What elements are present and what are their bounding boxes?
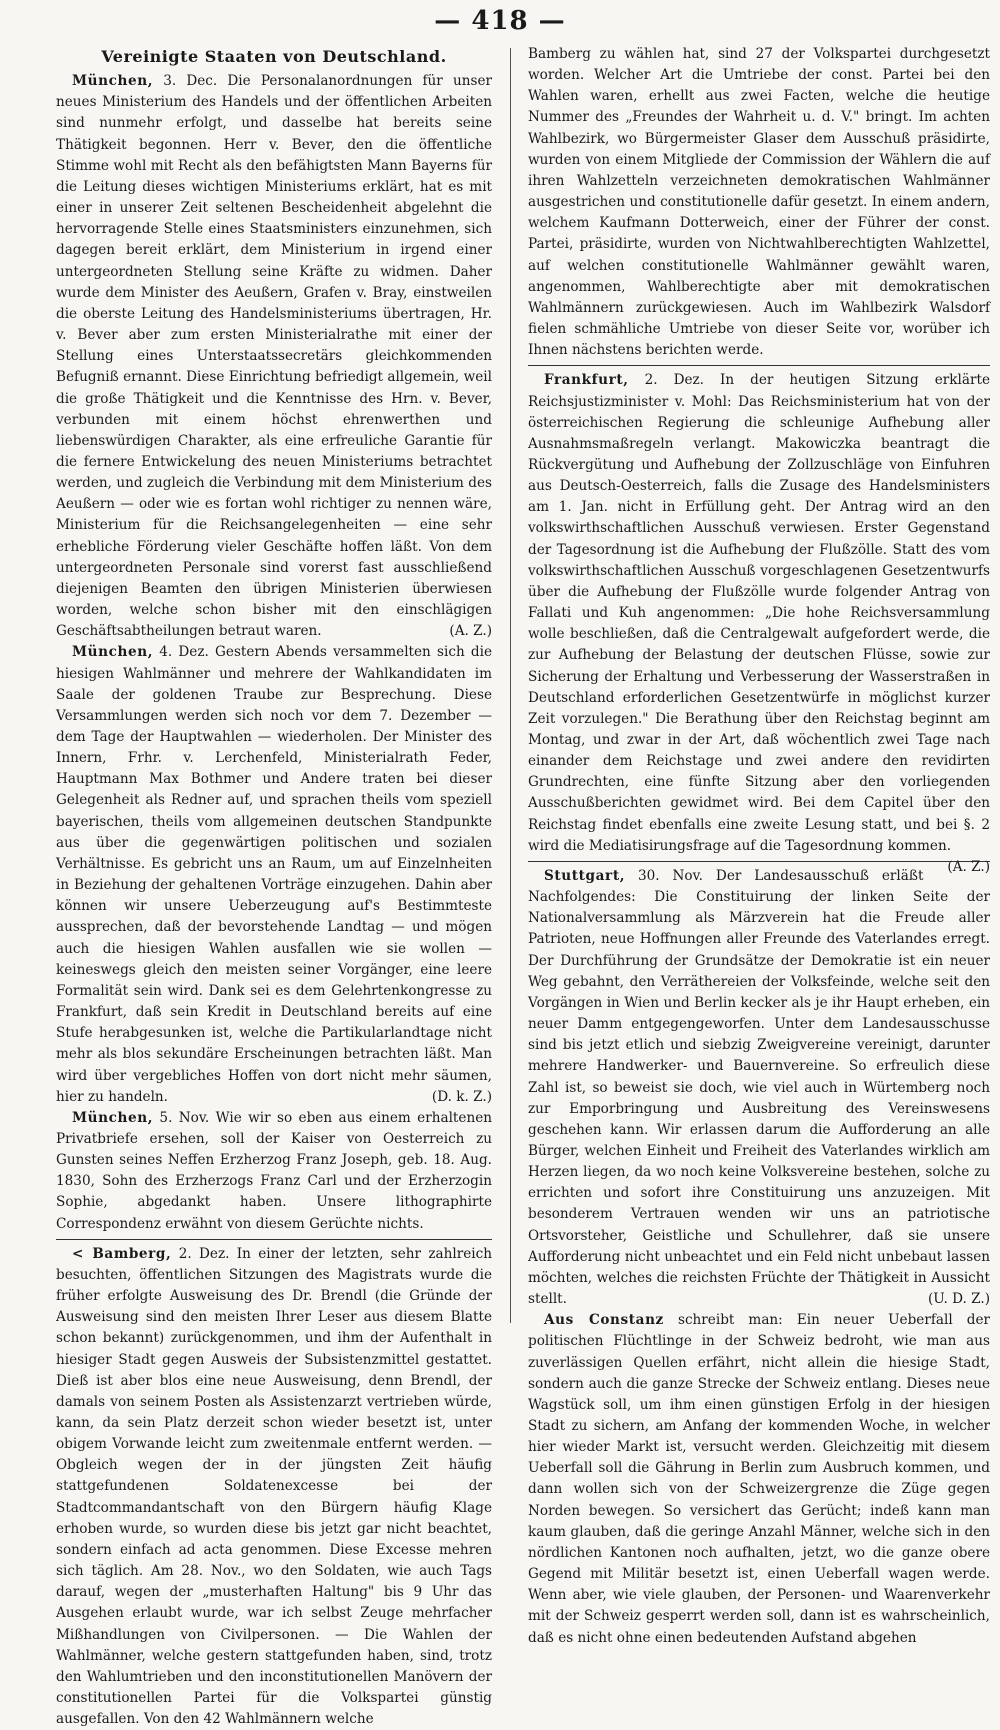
article-muenchen-4dez xyxy=(56,642,492,1107)
section-rule xyxy=(56,1239,492,1240)
article-dateline: München, xyxy=(72,644,154,661)
article-frankfurt xyxy=(528,370,990,875)
article-body: 2. Dez. In der heutigen Sitzung erklärte Reichsjustizminister v. Mohl: Das Reichsministerium hat von der österreichischen Regierung die schleunige Aufhebung aller Ausnahmsmaßregeln verlangt. Makowiczka beantragt die Rückvergütung und Aufhebung der Zollzuschläge von Einfuhren aus Deutsch-Oesterreich, falls die Zusage des Handelsministers am 1. Jan. nicht in Erfüllung geht. Der Antrag wird an den volkswirthschaftlichen Ausschuß verwiesen. Erster Gegenstand der Tagesordnung ist die Aufhebung der Flußzölle. Statt des vom volkswirthschaftlichen Ausschuß vorgeschlagenen Gesetzentwurfs über die Aufhebung der Flußzölle wurde folgender Antrag von Fallati und Kuh angenommen: „Die hohe Reichsversammlung wolle beschließen, daß die Centralgewalt aufgefordert werde, die zur Aufhebung der Belastung der deutschen Flüsse, sowie zur Sicherung der Erhaltung und Verbesserung der Wasserstraßen in Deutschland erforderlichen Gesetzentwürfe in möglichst kurzer Zeit vorzulegen." Die Berathung über den Reichstag beginnt am Montag, und zwar in der Art, daß wöchentlich zwei Tage nach einander dem Reichstage und zwei andere den revidirten Grundrechten, eine fünfte Sitzung aber den vorliegenden Ausschußberichten gewidmet wird. Bei dem Capitel über den Reichstag findet ebenfalls eine zweite Lesung statt, und bei §. 2 wird die Mediatisirungsfrage auf die Tagesordnung kommen. xyxy=(528,372,990,854)
article-dateline: München, xyxy=(72,1109,154,1126)
article-muenchen-5nov xyxy=(56,1108,492,1235)
article-dateline: Aus Constanz xyxy=(544,1312,664,1329)
article-signature: (A. Z.) xyxy=(449,623,492,640)
article-signature: (A. Z.) xyxy=(947,858,990,875)
article-signature: (D. k. Z.) xyxy=(431,1088,492,1105)
article-muenchen-3dec xyxy=(56,71,492,642)
article-bamberg-continued xyxy=(528,44,990,361)
article-signature: (U. D. Z.) xyxy=(927,1291,990,1308)
article-body: 5. Nov. Wie wir so eben aus einem erhaltenen Privatbriefe ersehen, soll der Kaiser von Oesterreich zu Gunsten seines Neffen Erzherzog Franz Joseph, geb. 18. Aug. 1830, Sohn des Erzherzogs Franz Carl und der Erzherzogin Sophie, abgedankt haben. Unsere lithographirte Correspondenz erwähnt von diesem Gerüchte nichts. xyxy=(56,1109,492,1232)
article-body: 2. Dez. In einer der letzten, sehr zahlreich besuchten, öffentlichen Sitzungen des Magistrats wurde die früher erfolgte Ausweisung des Dr. Brendl (die Gründe der Ausweisung sind den meisten Ihrer Leser aus diesem Blatte schon bekannt) zurückgenommen, und ihm der Aufenthalt in hiesiger Stadt gegen Ausweis der Subsistenzmittel gestattet. Dieß ist aber blos eine neue Ausweisung, denn Brendl, der damals von seinem Posten als Assistenzarzt vertrieben würde, kann, da sein Platz derzeit schon wieder besetzt ist, unter obigem Vorwande leicht zum zweitenmale entfernt werden. — Obgleich wegen der in der jüngsten Zeit häufig stattgefundenen Soldatenexcesse bei der Stadtcommandantschaft von den Bürgern häufig Klage erhoben wurde, so wurden diese bis jetzt gar nicht beachtet, sondern einfach ad acta genommen. Diese Excesse mehren sich täglich. Am 28. Nov., wo den Soldaten, wie auch Tags darauf, wegen der „musterhaften Haltung" bis 9 Uhr das Ausgehen erlaubt wurde, war ich selbst Zeuge mehrfacher Mißhandlungen von Civilpersonen. — Die Wahlen der Wahlmänner, welche gestern stattgefunden haben, sind, trotz den Wahlumtrieben und den inconstitutionellen Manövern der constitutionellen Partei für die Volkspartei günstig ausgefallen. Von den 42 Wahlmännern welche xyxy=(56,1245,492,1728)
article-body: 4. Dez. Gestern Abends versammelten sich die hiesigen Wahlmänner und mehrere der Wahlkandidaten im Saale der goldenen Traube zur Besprechung. Diese Versammlungen werden sich noch vor dem 7. Dezember — dem Tage der Hauptwahlen — wiederholen. Der Minister des Innern, Frhr. v. Lerchenfeld, Ministerialrath Feder, Hauptmann Max Bothmer und Andere traten bei dieser Gelegenheit als Redner auf, und sprachen theils vom speziell bayerischen, theils vom allgemeinen deutschen Standpunkte aus über die gegenwärtigen politischen und sozialen Verhältnisse. Es gebricht uns an Raum, um auf Einzelnheiten in Beziehung der gehaltenen Vorträge einzugehen. Dahin aber können wir unsere Ueberzeugung auf's Bestimmteste aussprechen, daß der bevorstehende Landtag — und mögen auch die hiesigen Wahlen ausfallen wie sie wollen — keineswegs gleich den meisten seiner Vorgänger, eine leere Formalität sein wird. Dank sei es dem Gelehrtenkongresse zu Frankfurt, daß sein Kredit in Deutschland bereits auf eine Stufe herabgesunken ist, welche die Partikularlandtage nicht mehr als blos sekundäre Erscheinungen betrachten läßt. Man wird über vergebliches Hoffen von dort nicht mehr säumen, hier zu handeln. xyxy=(56,644,492,1105)
article-dateline: < Bamberg, xyxy=(72,1245,172,1262)
right-column xyxy=(528,44,990,1646)
article-bamberg xyxy=(56,1244,492,1730)
section-rule xyxy=(528,365,990,366)
page-number: — 418 — xyxy=(434,6,566,36)
left-column xyxy=(56,44,492,1728)
article-constanz xyxy=(528,1310,990,1649)
article-body: schreibt man: Ein neuer Ueberfall der politischen Flüchtlinge in der Schweiz bedroht, wie man aus zuverlässigen Quellen erfährt, nicht allein die hiesige Stadt, sondern auch die ganze Strecke der Schweiz entlang. Dieses neue Wagstück soll, um ihm einen günstigen Erfolg in der hiesigen Stadt zu sichern, am Anfang der kommenden Woche, in welcher hier wieder Markt ist, versucht werden. Gleichzeitig mit diesem Ueberfall soll die Gährung in Berlin zum Ausbruch kommen, und dann wollen sich von der Schweizergrenze die Züge gegen Norden bewegen. So versichert das Gerücht; indeß kann man kaum glauben, daß die geringe Anzahl Männer, welche sich in den nördlichen Kantonen noch aufhalten, jetzt, wo die ganze obere Gegend mit Militär besetzt ist, einen Ueberfall wagen werde. Wenn aber, wie viele glauben, der Personen- und Waarenverkehr mit der Schweiz gesperrt werden soll, dann ist es wahrscheinlich, daß es nicht ohne einen bedeutenden Aufstand abgehen xyxy=(528,1312,990,1646)
article-body: 30. Nov. Der Landesausschuß erläßt Nachfolgendes: Die Constituirung der linken Seite der Nationalversammlung als Märzverein hat die Freude aller Patrioten, neue Hoffnungen aller Freunde des Vaterlandes erregt. Der Durchführung der Grundsätze der Demokratie ist ein neuer Weg gebahnt, den Verräthereien der Volksfeinde, welche seit den Vorgängen in Wien und Berlin kecker als je ihr Haupt erheben, ein neuer Damm entgegengeworfen. Unter dem Landesausschusse sind bis jetzt etlich und siebzig Zweigvereine vereinigt, darunter mehrere Handwerker- und Bauernvereine. So erfreulich diese Zahl ist, so beweist sie doch, wie viel auch in Würtemberg noch zur Emporbringung und Ausbreitung des Vereinswesens geschehen kann. Wir erlassen darum die Aufforderung an alle Bürger, welchen Einheit und Freiheit des Vaterlandes wirklich am Herzen liegen, da wo noch keine Volksvereine bestehen, solche zu errichten und sofort ihre Constituirung uns anzuzeigen. Mit besonderem Vertrauen wenden wir uns an patriotische Ortsvorsteher, Geistliche und Schullehrer, daß sie unsere Aufforderung nicht unbeachtet und ein Feld nicht unbebaut lassen möchten, welches die reichsten Früchte der Thätigkeit in Aussicht stellt. xyxy=(528,867,990,1308)
article-dateline: München, xyxy=(72,73,154,90)
article-dateline: Frankfurt, xyxy=(544,372,629,389)
article-stuttgart xyxy=(528,866,990,1310)
article-body: 3. Dec. Die Personalanordnungen für unser neues Ministerium des Handels und der öffentlichen Arbeiten sind nunmehr erfolgt, und dasselbe hat bereits seine Thätigkeit begonnen. Herr v. Bever, den die öffentliche Stimme wohl mit Recht als den befähigtsten Mann Bayerns für die Leitung dieses wichtigen Ministeriums erklärt, hat es mit einer in unserer Zeit seltenen Bescheidenheit abgelehnt die hervorragende Stelle eines Staatsministers einzunehmen, sich dagegen bereit erklärt, dem Ministerium in irgend einer untergeordneten Stellung seine Kräfte zu widmen. Daher wurde dem Minister des Aeußern, Grafen v. Bray, einstweilen die oberste Leitung des Handelsministeriums übertragen, Hr. v. Bever aber zum ersten Ministerialrathe mit einer der Stellung eines Unterstaatssecretärs gleichkommenden Befugniß ernannt. Diese Einrichtung befriedigt allgemein, weil die große Thätigkeit und die Kenntnisse des Hrn. v. Bever, verbunden mit einem höchst ehrenwerthen und liebenswürdigen Charakter, als eine erfreuliche Garantie für die fernere Entwickelung des neuen Ministeriums betrachtet werden, und zugleich die Verbindung mit dem Ministerium des Aeußern — oder wie es fortan wohl richtiger zu nennen wäre, Ministerium für die Reichsangelegenheiten — eine sehr erhebliche Förderung vieler Geschäfte hoffen läßt. Von dem untergeordneten Personale sind vorerst fast ausschließend diejenigen Beamten den übrigen Ministerien überwiesen worden, welche schon bisher mit den einschlägigen Geschäftsabtheilungen betraut waren. xyxy=(56,73,492,640)
article-dateline: Stuttgart, xyxy=(544,867,626,884)
section-rule xyxy=(528,861,990,862)
article-body: Bamberg zu wählen hat, sind 27 der Volkspartei durchgesetzt worden. Welcher Art die Umtriebe der const. Partei bei den Wahlen waren, erhellt aus zwei Facten, welche die heutige Nummer des „Freundes der Wahrheit u. d. V." bringt. Im achten Wahlbezirk, wo Bürgermeister Glaser dem Ausschuß präsidirte, wurden von einem Mitgliede der Commission der Wählern die auf ihren Wahlzetteln verzeichneten demokratischen Wahlmänner ausgestrichen und constitutionelle dafür gesetzt. In einem andern, welchem Kaufmann Dotterweich, einer der Führer der const. Partei, präsidirte, wurden von Nichtwahlberechtigten Wahlzettel, auf welchen constitutionelle Wahlmänner gewählt waren, angenommen, Wahlberechtigte aber mit demokratischen Wahlmännern zurückgewiesen. Auch im Wahlbezirk Walsdorf fielen schmähliche Umtriebe von dieser Seite vor, worüber ich Ihnen nächstens berichten werde. xyxy=(528,46,990,359)
section-title: Vereinigte Staaten von Deutschland. xyxy=(101,47,447,66)
column-divider xyxy=(510,48,511,1323)
